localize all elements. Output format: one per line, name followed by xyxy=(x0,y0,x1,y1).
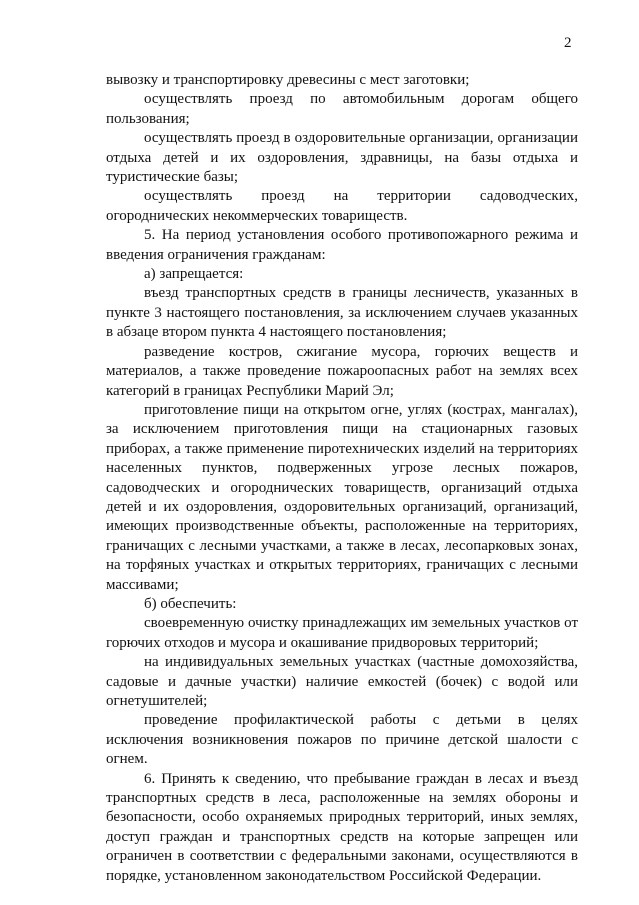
paragraph-land-cleaning: своевременную очистку принадлежащих им земельных участков от горючих отходов и мусора и окашивание придворовых территорий; xyxy=(106,615,578,651)
paragraph-item-5: 5. На период установления особого противопожарного режима и введения ограничения гражданам: xyxy=(106,227,578,263)
paragraph-health-orgs: осуществлять проезд в оздоровительные организации, организации отдыха детей и их оздоровления, здравницы, на базы отдыха и туристические базы; xyxy=(106,130,578,186)
paragraph-prevention-work: проведение профилактической работы с детьми в целях исключения возникновения пожаров по причине детской шалости с огнем. xyxy=(106,712,578,768)
document-body xyxy=(106,71,578,886)
paragraph-subitem-b: б) обеспечить: xyxy=(144,595,237,612)
paragraph-bonfires: разведение костров, сжигание мусора, горючих веществ и материалов, а также проведение пожароопасных работ на землях всех категорий в границах Республики Марий Эл; xyxy=(106,343,578,399)
paragraph-open-fire-cooking: приготовление пищи на открытом огне, углях (кострах, мангалах), за исключением приготовления пищи на стационарных газовых приборах, а также применение пиротехнических изделий на территориях населенных пунктов, подверженных угрозе лесных пожаров, садоводческих и огороднических товариществ, организаций отдыха детей и их оздоровления, оздоровительных организаций, организаций, имеющих производственные объекты, расположенные на территориях, граничащих с лесными участками, а также в лесах, лесопарковых зонах, на торфяных участках и открытых территориях, граничащих с лесными массивами; xyxy=(106,401,578,593)
page-number: 2 xyxy=(564,35,572,51)
paragraph-continuation: вывозку и транспортировку древесины с мест заготовки; xyxy=(106,72,470,88)
paragraph-garden-territories: осуществлять проезд на территории садоводческих, огороднических некоммерческих товариществ. xyxy=(106,188,578,224)
paragraph-water-containers: на индивидуальных земельных участках (частные домохозяйства, садовые и дачные участки) наличие емкостей (бочек) с водой или огнетушителей; xyxy=(106,654,578,709)
paragraph-subitem-a: а) запрещается: xyxy=(144,266,244,283)
paragraph-roads: осуществлять проезд по автомобильным дорогам общего пользования; xyxy=(106,91,578,127)
paragraph-vehicle-entry: въезд транспортных средств в границы лесничеств, указанных в пункте 3 настоящего постановления, за исключением случаев указанных в абзаце втором пункта 4 настоящего постановления; xyxy=(106,285,578,341)
paragraph-item-6: 6. Принять к сведению, что пребывание граждан в лесах и въезд транспортных средств в леса, расположенные на землях обороны и безопасности, особо охраняемых природных территорий, иных землях, доступ граждан и транспортных средств на которые запрещен или ограничен в соответствии с федеральными законами, осуществляются в порядке, установленном законодательством Российской Федерации. xyxy=(106,770,578,884)
